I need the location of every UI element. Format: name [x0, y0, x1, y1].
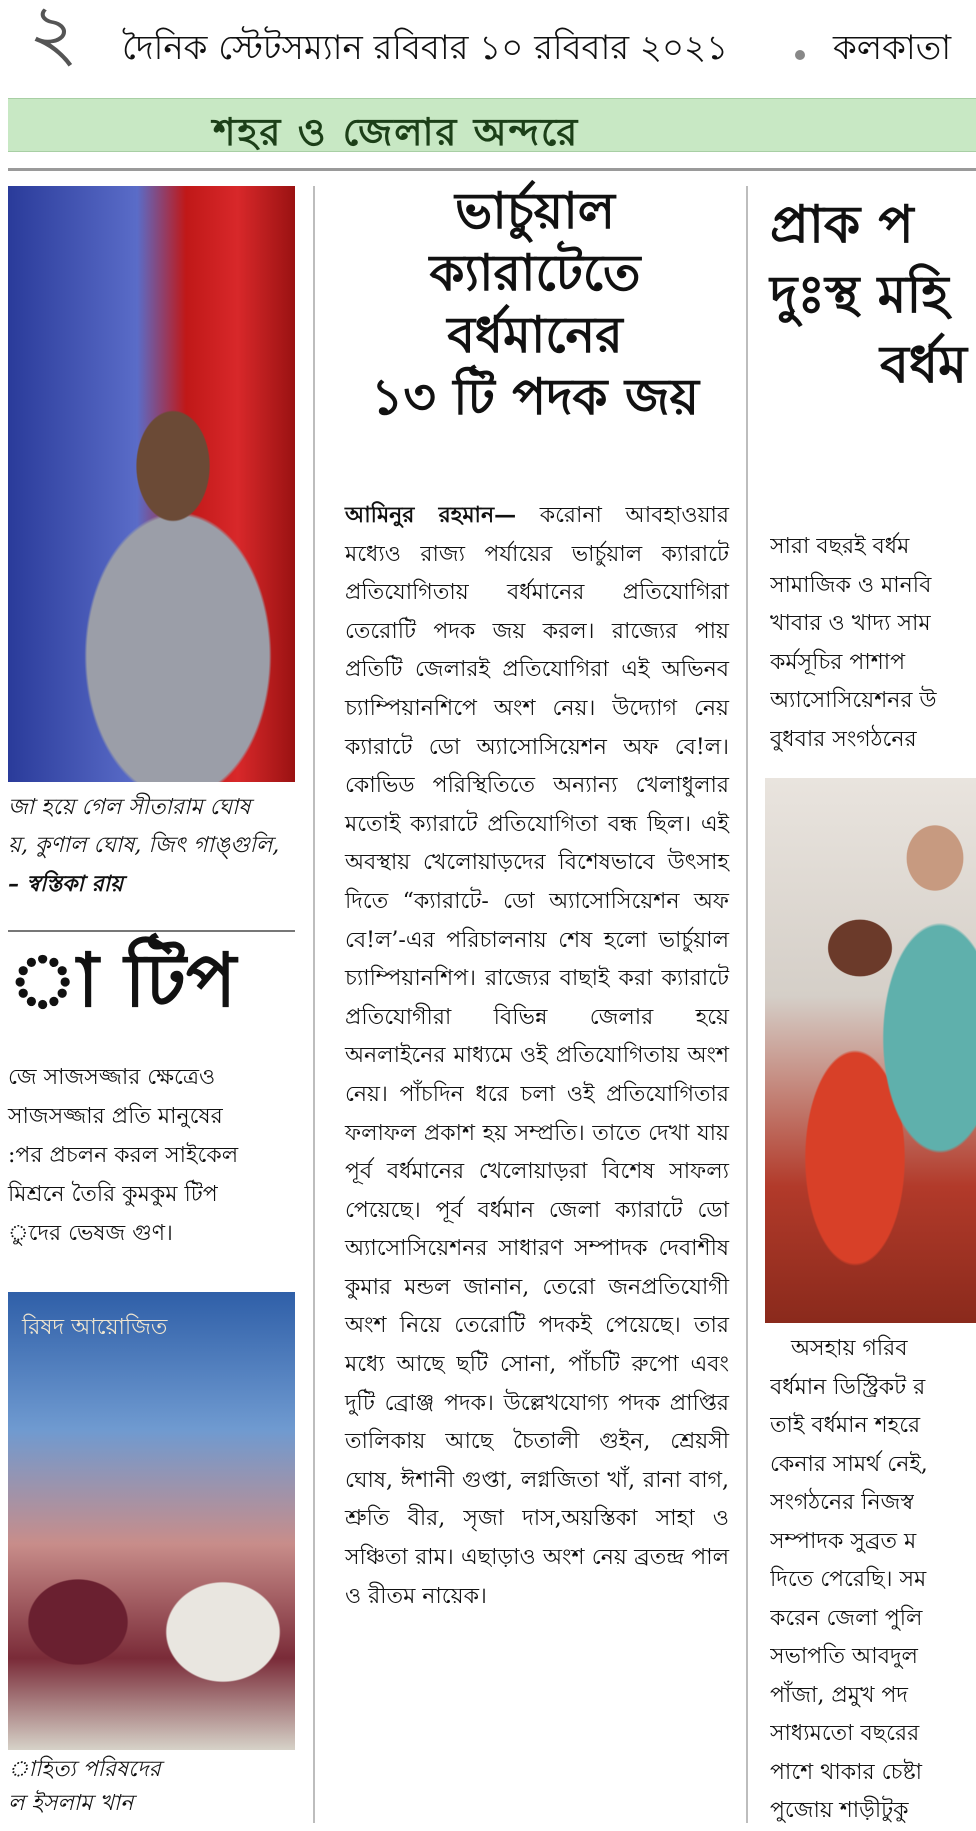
headline-line: ক্যারাটেতে: [429, 244, 641, 302]
right-headline-line: বর্ধম: [880, 335, 967, 395]
photo2-caption-line-1: াহিত্য পরিষদের: [8, 1757, 161, 1782]
right-article-body-top: [770, 528, 976, 759]
garland-photo: [8, 186, 295, 782]
relief-distribution-photo: [765, 778, 976, 1323]
headline-line: ১৩ টি পদক জয়: [370, 368, 700, 426]
karate-headline: [330, 180, 740, 428]
right-body-line: বর্ধমান ডিস্ট্রিকট র: [770, 1374, 926, 1400]
section-banner: [8, 98, 976, 152]
column-divider-left: [313, 186, 315, 1823]
right-body-line: পাঁজা, প্রমুখ পদ: [770, 1682, 908, 1708]
right-headline-line: দুঃস্থ মহি: [770, 265, 949, 325]
photo1-caption-line-1: জা হয়ে গেল সীতারাম ঘোষ: [8, 795, 251, 820]
karate-article: [345, 496, 729, 1616]
right-body-line: সম্পাদক সুব্রত ম: [770, 1528, 917, 1554]
right-body-line: পুজোয় শাড়ীটুকু: [770, 1798, 909, 1823]
left-body-line: ুদের ভেষজ গুণ।: [8, 1221, 173, 1246]
right-body-line: সারা বছরই বর্ধম: [770, 534, 910, 559]
photo1-credit: – স্বস্তিকা রায়: [8, 871, 124, 897]
group-photo: [8, 1292, 295, 1750]
right-body-line: সামাজিক ও মানবি: [770, 572, 932, 598]
masthead-city: কলকাতা: [833, 28, 952, 68]
byline: আমিনুর রহমান—: [345, 502, 517, 528]
left-body-line: :পর প্রচলন করল সাইকেল: [8, 1143, 239, 1168]
left-column-rule: [8, 930, 295, 932]
section-banner-text: শহর ও জেলার অন্দরে: [213, 110, 580, 154]
photo2-caption-line-2: ল ইসলাম খান: [8, 1791, 134, 1816]
right-body-line: সাধ্যমতো বছরের: [770, 1721, 920, 1746]
top-rule: [8, 168, 976, 171]
right-body-line: বুধবার সংগঠনের: [770, 726, 917, 752]
masthead-title: দৈনিক স্টেটসম্যান রবিবার ১০ রবিবার ২০২১: [122, 28, 729, 68]
left-body-line: মিশ্রনে তৈরি কুমকুম টিপ: [8, 1182, 218, 1207]
right-body-line: পাশে থাকার চেষ্টা: [770, 1759, 923, 1785]
right-body-line: অসহায় গরিব: [770, 1336, 908, 1361]
masthead: [0, 0, 976, 90]
right-body-line: দিতে পেরেছি। সম: [770, 1567, 927, 1592]
right-body-line: তাই বর্ধমান শহরে: [770, 1413, 921, 1438]
separator-dot-icon: [795, 50, 805, 60]
left-body-line: সাজসজ্জার প্রতি মানুষের: [8, 1104, 223, 1129]
left-body-line: জে সাজসজ্জার ক্ষেত্রেও: [8, 1065, 216, 1090]
right-article-body-bottom: [770, 1330, 976, 1831]
right-headline-line: প্রাক প: [770, 195, 914, 255]
right-body-line: খাবার ও খাদ্য সাম: [770, 611, 931, 636]
right-body-line: করেন জেলা পুলি: [770, 1605, 923, 1631]
right-body-line: সংগঠনের নিজস্ব: [770, 1490, 914, 1515]
right-body-line: সভাপতি আবদুল: [770, 1644, 918, 1669]
page-number: ২: [28, 0, 79, 78]
headline-line: বর্ধমানের: [447, 306, 623, 364]
right-body-line: অ্যাসোসিয়েশনর উ: [770, 688, 937, 713]
left-article-heading: া টিপ: [8, 938, 237, 1024]
left-article-body: [8, 1058, 295, 1253]
photo2-banner-text: রিষদ আয়োজিত: [22, 1315, 168, 1340]
column-divider-right: [746, 186, 748, 1823]
photo1-caption-line-2: য়, কুণাল ঘোষ, জিৎ গাঙ্গুলি,: [8, 833, 280, 858]
right-body-line: কেনার সামর্থ নেই,: [770, 1451, 928, 1477]
right-headline: [770, 190, 976, 400]
headline-line: ভার্চুয়াল: [455, 182, 615, 240]
right-body-line: কর্মসূচির পাশাপ: [770, 649, 906, 675]
article-body: করোনা আবহাওয়ার মধ্যেও রাজ্য পর্যায়ের ভার্চুয়াল ক্যারাটে প্রতিযোগিতায় বর্ধমানের প্রতিযোগিরা তেরোটি পদক জয় করল। রাজ্যের পায় প্রতিটি জেলারই প্রতিযোগিরা এই অভিনব চ্যাম্পিয়ানশিপে অংশ নেয়। উদ্যোগ নেয় ক্যারাটে ডো অ্যাসোসিয়েশন অফ বে!ল। কোভিড পরিস্থিতিতে অন্যান্য খেলাধুলার মতোই ক্যারাটে প্রতিযোগিতা বন্ধ ছিল। এই অবস্থায় খেলোয়াড়দের বিশেষভাবে উৎসাহ দিতে “ক্যারাটে- ডো অ্যাসোসিয়েশন অফ বে!ল’-এর পরিচালনায় শেষ হলো ভার্চুয়াল চ্যাম্পিয়ানশিপ। রাজ্যের বাছাই করা ক্যারাটে প্রতিযোগীরা বিভিন্ন জেলার হয়ে অনলাইনের মাধ্যমে ওই প্রতিযোগিতায় অংশ নেয়। পাঁচদিন ধরে চলা ওই প্রতিযোগিতার ফলাফল প্রকাশ হয় সম্প্রতি। তাতে দেখা যায় পূর্ব বর্ধমানের খেলোয়াড়রা বিশেষ সাফল্য পেয়েছে। পূর্ব বর্ধমান জেলা ক্যারাটে ডো অ্যাসোসিয়েশনর সাধারণ সম্পাদক দেবাশীষ কুমার মন্ডল জানান, তেরো জনপ্রতিযোগী অংশ নিয়ে তেরোটি পদকই পেয়েছে। তার মধ্যে আছে ছটি সোনা, পাঁচটি রুপো এবং দুটি ব্রোঞ্জ পদক। উল্লেখযোগ্য পদক প্রাপ্তির তালিকায় আছে চৈতালী গুইন, শ্রেয়সী ঘোষ, ঈশানী গুপ্তা, লগ্নজিতা খাঁ, রানা বাগ, শ্রুতি বীর, সৃজা দাস,অয়স্তিকা সাহা ও সঞ্চিতা রাম। এছাড়াও অংশ নেয় ব্রতন্দ্র পাল ও রীতম নায়েক।: [345, 503, 730, 1609]
